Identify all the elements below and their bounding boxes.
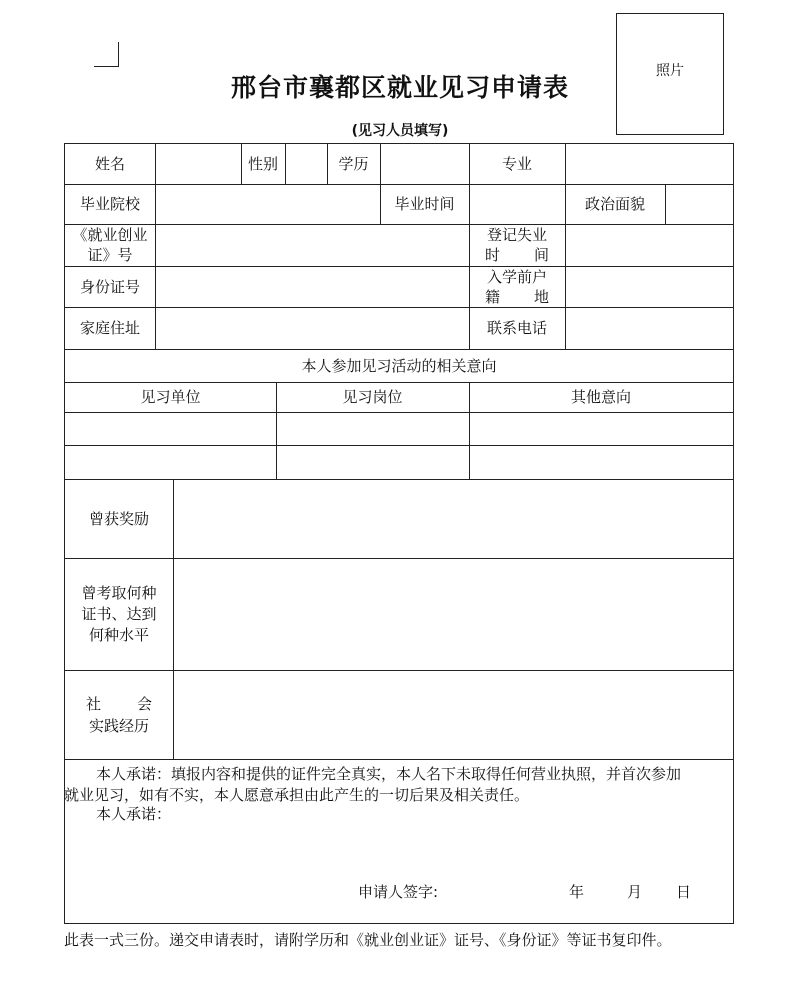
certificates-line1: 曾考取何种: [81, 583, 157, 602]
gender-input[interactable]: [286, 144, 327, 184]
photo-label: 照片: [656, 63, 684, 79]
corner-mark: [94, 42, 119, 67]
phone-label: 联系电话: [486, 319, 547, 337]
certificates-line3: 何种水平: [88, 625, 149, 644]
signature-label: 申请人签字:: [358, 883, 439, 901]
hukou-line1: 入学前户: [486, 267, 547, 286]
certificates-label: [65, 558, 173, 670]
hukou-char: 地: [533, 287, 549, 306]
education-input[interactable]: [381, 144, 469, 184]
major-label: 专业: [501, 155, 532, 173]
intent-other-input-2[interactable]: [470, 445, 733, 479]
intent-unit-input-1[interactable]: [65, 412, 276, 445]
grad-time-input[interactable]: [470, 184, 565, 224]
page-subtitle: (见习人员填写): [351, 123, 449, 139]
page-title: 邢台市襄都区就业见习申请表: [230, 73, 569, 102]
id-no-label: 身份证号: [79, 277, 140, 296]
school-label: 毕业院校: [79, 195, 140, 213]
intent-post-input-1[interactable]: [277, 412, 469, 445]
social-char: 会: [136, 694, 152, 713]
certificates-line2: 证书、达到: [81, 604, 157, 623]
major-input[interactable]: [566, 144, 733, 184]
unemployment-reg-label: [469, 224, 565, 266]
awards-label: 曾获奖励: [88, 509, 149, 528]
intent-other-header: 其他意向: [570, 388, 631, 406]
date-year: 年: [569, 883, 585, 901]
hukou-char: 籍: [485, 287, 501, 306]
phone-input[interactable]: [566, 307, 733, 349]
political-label: 政治面貌: [584, 195, 645, 213]
social-practice-line1: [86, 693, 152, 715]
intent-other-input-1[interactable]: [470, 412, 733, 445]
address-label: 家庭住址: [79, 319, 140, 337]
certificates-input[interactable]: [174, 558, 733, 670]
grad-time-label: 毕业时间: [394, 195, 455, 213]
education-label: 学历: [338, 155, 369, 173]
gender-label: 性别: [247, 155, 278, 173]
photo-box[interactable]: [616, 13, 724, 135]
intent-unit-input-2[interactable]: [65, 445, 276, 479]
name-input[interactable]: [156, 144, 241, 184]
cert-no-input[interactable]: [156, 224, 469, 266]
date-day: 日: [676, 883, 692, 901]
promise-line1: 本人承诺：填报内容和提供的证件完全真实，本人名下未取得任何营业执照，并首次参加: [96, 765, 682, 783]
intent-header: 本人参加见习活动的相关意向: [301, 356, 497, 375]
footnote: 此表一式三份。递交申请表时，请附学历和《就业创业证》证号、《身份证》等证书复印件。: [64, 931, 672, 949]
social-practice-line2: 实践经历: [88, 716, 149, 735]
social-practice-label: [65, 670, 173, 759]
unemployment-reg-char: 间: [533, 246, 549, 264]
social-char: 社: [86, 694, 102, 713]
intent-unit-header: 见习单位: [140, 388, 201, 406]
id-no-input[interactable]: [156, 266, 469, 307]
unemployment-reg-line2: [485, 245, 549, 265]
row-divider: [65, 759, 733, 760]
awards-input[interactable]: [174, 479, 733, 558]
hukou-label: [469, 266, 565, 307]
promise-line3: 本人承诺：: [96, 805, 172, 823]
hukou-input[interactable]: [566, 266, 733, 307]
hukou-line2: [485, 287, 549, 307]
cert-no-label: [65, 224, 155, 266]
unemployment-reg-input[interactable]: [566, 224, 733, 266]
address-input[interactable]: [156, 307, 469, 349]
intent-post-header: 见习岗位: [342, 388, 403, 406]
date-month: 月: [627, 883, 643, 901]
promise-line2: 就业见习，如有不实，本人愿意承担由此产生的一切后果及相关责任。: [64, 786, 530, 804]
school-input[interactable]: [156, 184, 380, 224]
intent-post-input-2[interactable]: [277, 445, 469, 479]
social-practice-input[interactable]: [174, 670, 733, 759]
cert-no-label-line1: 《就业创业: [72, 226, 148, 244]
unemployment-reg-line1: 登记失业: [486, 226, 547, 244]
signature-field[interactable]: [452, 880, 552, 902]
name-label: 姓名: [94, 155, 125, 173]
political-input[interactable]: [666, 184, 733, 224]
cert-no-label-line2: 证》号: [87, 246, 133, 264]
unemployment-reg-char: 时: [485, 246, 501, 264]
